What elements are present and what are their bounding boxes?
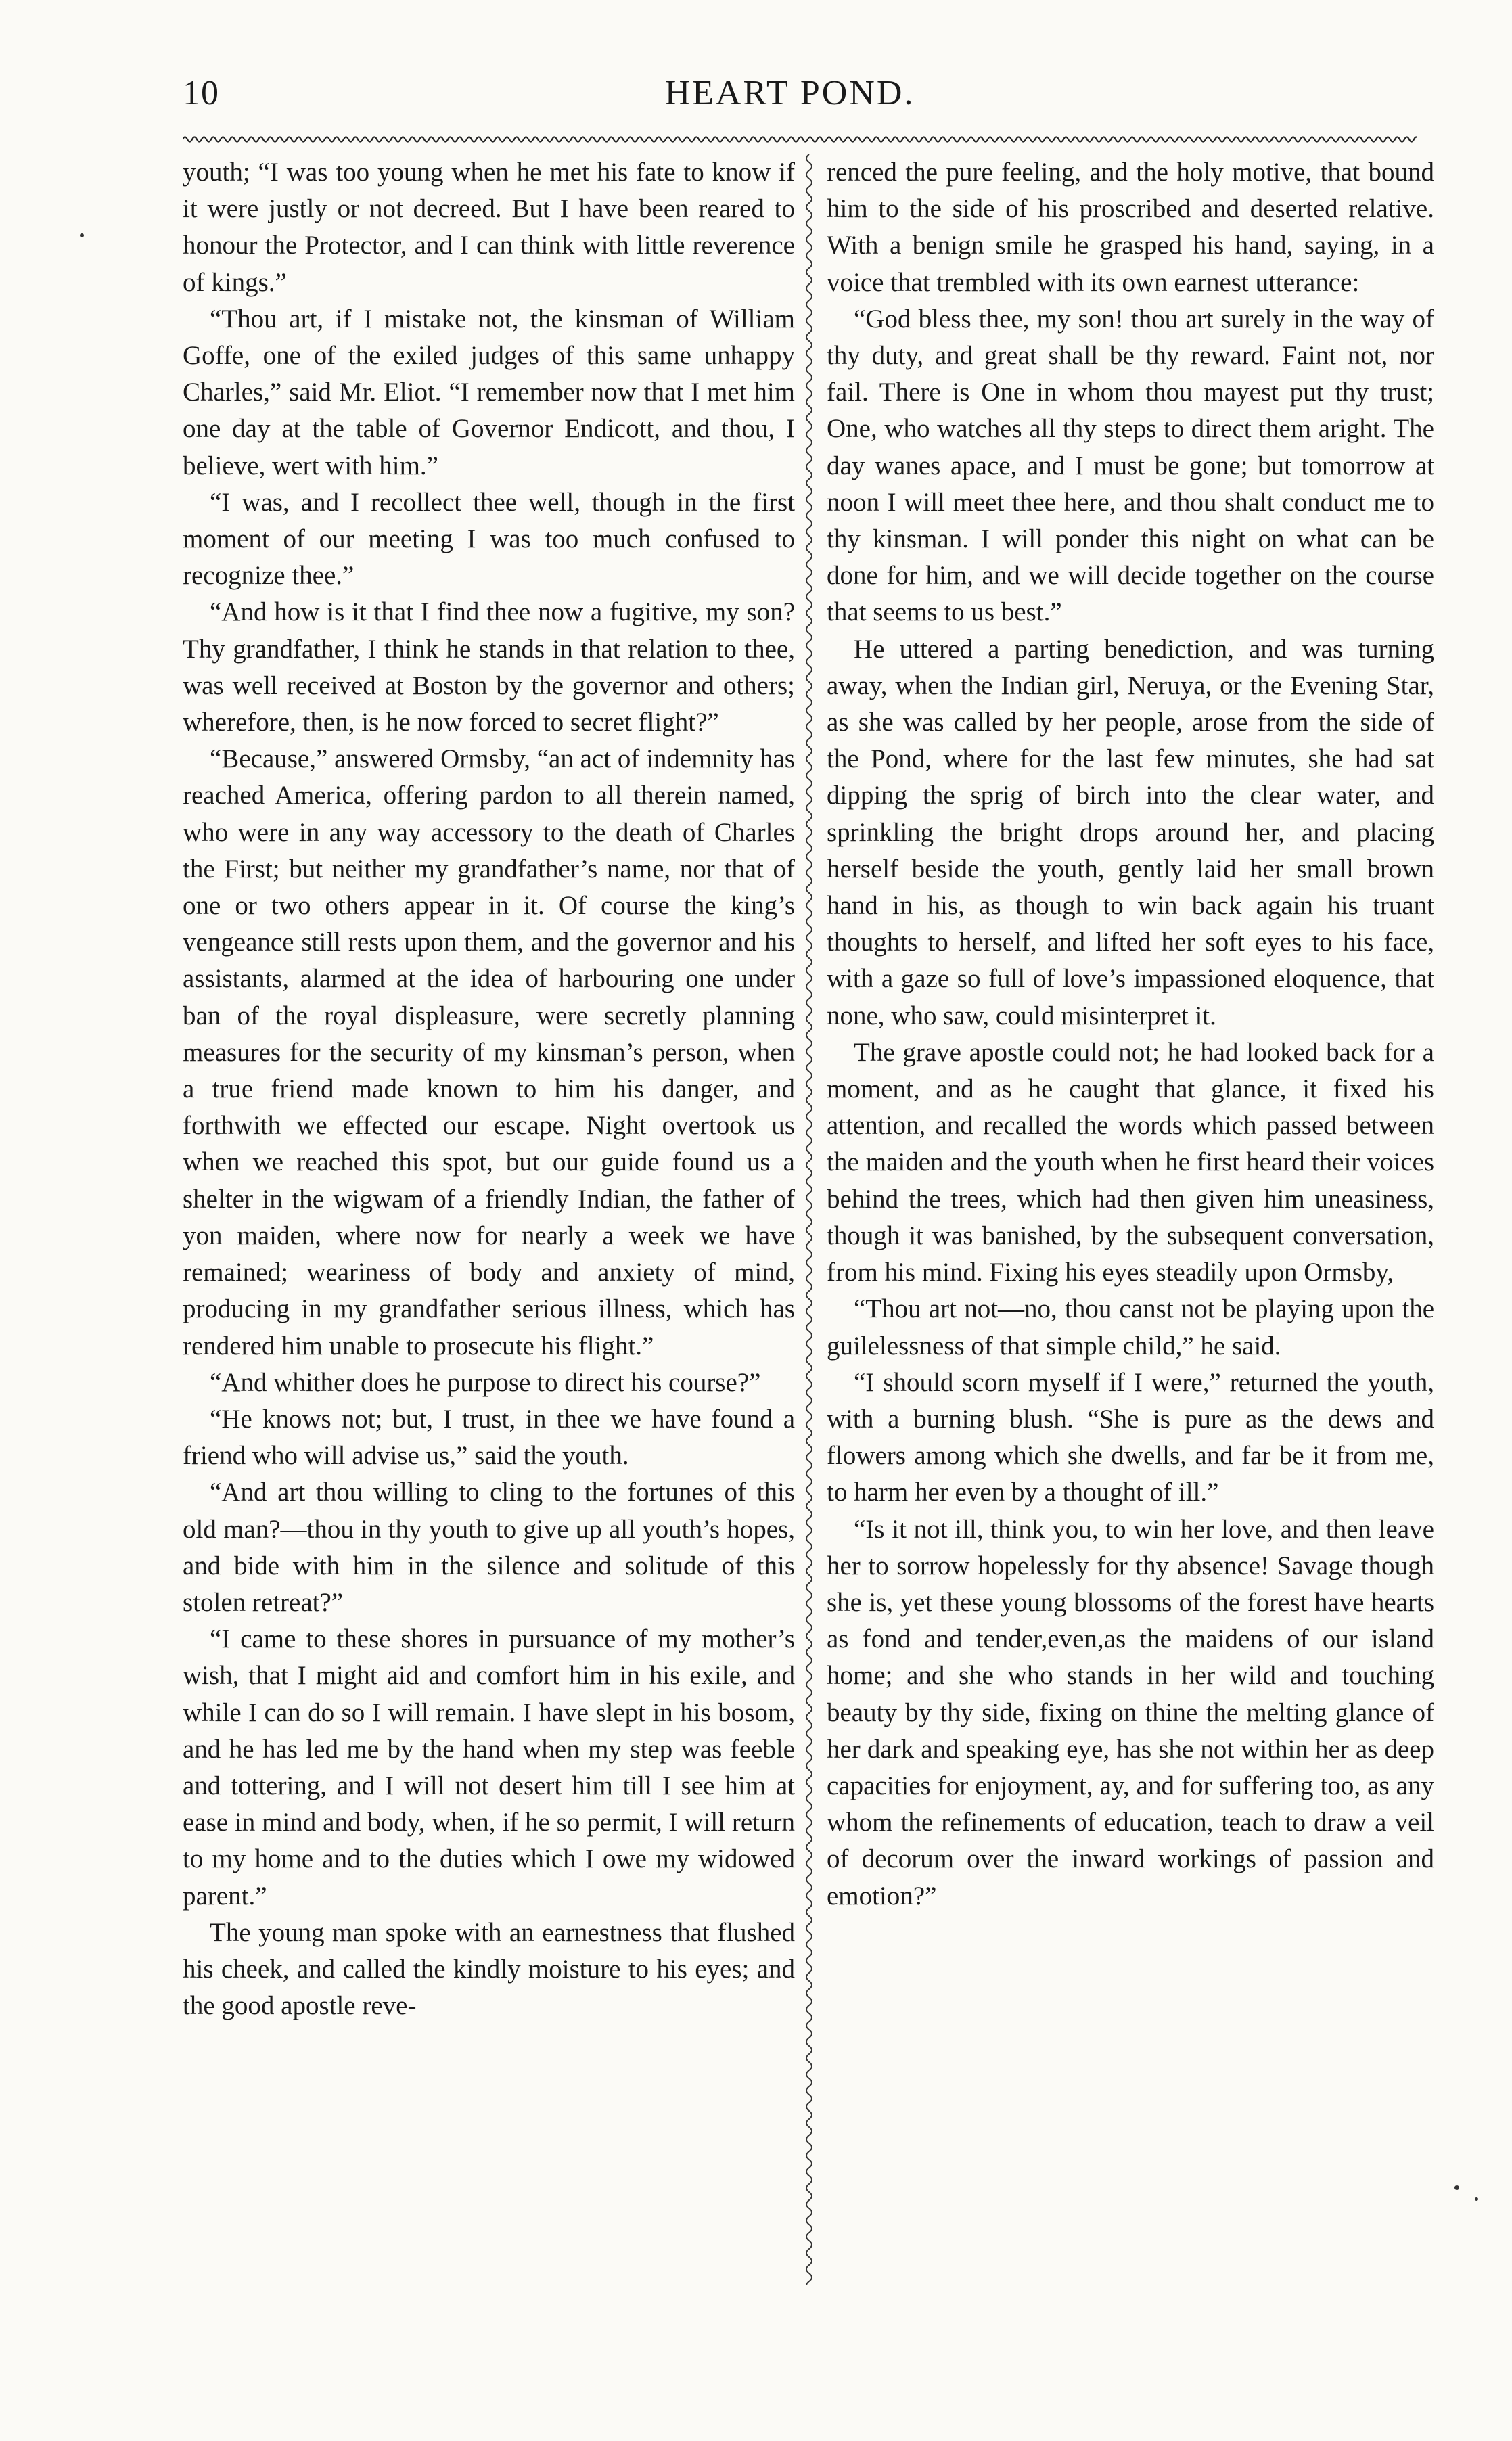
paragraph: youth; “I was too young when he met his fate to know if it were justly or not decreed. But I have been reared to honour the Protector, and I can think with little reverence of kings.” <box>183 158 795 297</box>
ink-speck <box>80 233 84 237</box>
left-column <box>183 154 795 2024</box>
paragraph: “Because,” answered Ormsby, “an act of indemnity has reached America, offering pardon to all therein named, who were in any way accessory to the death of Charles the First; but neither my grandfather’s name, nor that of one or two others appear in it. Of course the king’s vengeance still rests upon them, and the governor and his assistants, alarmed at the idea of harbouring one under ban of the royal displeasure, were secretly planning measures for the security of my kinsman’s person, when a true friend made known to him his danger, and forthwith we effected our escape. Night overtook us when we reached this spot, but our guide found us a shelter in the wigwam of a friendly Indian, the father of yon maiden, where now for nearly a week we have remained; weariness of body and anxiety of mind, producing in my grandfather serious illness, which has rendered him unable to prosecute his flight.” <box>183 744 795 1361</box>
paragraph: The grave apostle could not; he had looked back for a moment, and as he caught that glance, it fixed his attention, and recalled the words which passed between the maiden and the youth when he first heard their voices behind the trees, which had then given him uneasiness, though it was banished, by the subsequent conversation, from his mind. Fixing his eyes steadily upon Ormsby, <box>827 1037 1434 1287</box>
paragraph: “God bless thee, my son! thou art surely in the way of thy duty, and great shall be thy reward. Faint not, nor fail. There is One in whom thou mayest put thy trust; One, who watches all thy steps to direct them aright. The day wanes apace, and I must be gone; but tomorrow at noon I will meet thee here, and thou shalt conduct me to thy kinsman. I will ponder this night on what can be done for him, and we will decide together on the course that seems to us best.” <box>827 304 1434 627</box>
right-column <box>827 154 1434 1915</box>
paragraph: “Thou art not—no, thou canst not be playing upon the guilelessness of that simple child,” he said. <box>827 1294 1434 1361</box>
paragraph: “I was, and I recollect thee well, though in the first moment of our meeting I was too much confused to recognize thee.” <box>183 487 795 591</box>
paragraph: “Is it not ill, think you, to win her love, and then leave her to sorrow hopelessly for thy absence! Savage though she is, yet these young blossoms of the forest have hearts as fond and tender,even,as the maidens of our island home; and she who stands in her wild and touching beauty by thy side, fixing on thine the melting glance of her dark and speaking eye, has she not within her as deep capacities for enjoyment, ay, and for suffering too, as any whom the refinements of education, teach to draw a veil of decorum over the inward workings of passion and emotion?” <box>827 1514 1434 1911</box>
page-header <box>183 73 1397 127</box>
paragraph: The young man spoke with an earnestness that flushed his cheek, and called the kindly moisture to his eyes; and the good apostle reve- <box>183 1917 795 2021</box>
paragraph: He uttered a parting benediction, and was turning away, when the Indian girl, Neruya, or the Evening Star, as she was called by her people, arose from the side of the Pond, where for the last few minutes, she had sat dipping the sprig of birch into the clear water, and sprinkling the bright drops around her, and placing herself beside the youth, gently laid her small brown hand in his, as though to win back again his truant thoughts to herself, and lifted her soft eyes to his face, with a gaze so full of love’s impassioned eloquence, that none, who saw, could misinterpret it. <box>827 634 1434 1030</box>
paragraph: “I should scorn myself if I were,” returned the youth, with a burning blush. “She is pure as the dews and flowers among which she dwells, and far be it from me, to harm her even by a thought of ill.” <box>827 1367 1434 1507</box>
running-title: HEART POND. <box>664 74 915 112</box>
paragraph: “And whither does he purpose to direct his course?” <box>210 1367 761 1397</box>
paragraph: “He knows not; but, I trust, in thee we have found a friend who will advise us,” said the youth. <box>183 1404 795 1471</box>
paragraph: “And how is it that I find thee now a fugitive, my son? Thy grandfather, I think he stands in that relation to thee, was well received at Boston by the governor and others; wherefore, then, is he now forced to secret flight?” <box>183 597 795 737</box>
wavy-rule-divider <box>183 133 1417 146</box>
column-divider <box>799 154 819 2285</box>
page-number: 10 <box>183 74 219 112</box>
paragraph: “And art thou willing to cling to the fortunes of this old man?—thou in thy youth to give up all youth’s hopes, and bide with him in the silence and solitude of this stolen retreat?” <box>183 1478 795 1617</box>
ink-speck <box>1475 2197 1478 2201</box>
paragraph: “Thou art, if I mistake not, the kinsman of William Goffe, one of the exiled judges of this same unhappy Charles,” said Mr. Eliot. “I remember now that I met him one day at the table of Governor Endicott, and thou, I believe, wert with him.” <box>183 304 795 480</box>
ink-speck <box>1454 2185 1459 2190</box>
paragraph: “I came to these shores in pursuance of my mother’s wish, that I might aid and comfort him in his exile, and while I can do so I will remain. I have slept in his bosom, and he has led me by the hand when my step was feeble and tottering, and I will not desert him till I see him at ease in mind and body, when, if he so permit, I will return to my home and to the duties which I owe my widowed parent.” <box>183 1624 795 1911</box>
paragraph: renced the pure feeling, and the holy motive, that bound him to the side of his proscribed and deserted relative. With a benign smile he grasped his hand, saying, in a voice that trembled with its own earnest utterance: <box>827 158 1434 297</box>
